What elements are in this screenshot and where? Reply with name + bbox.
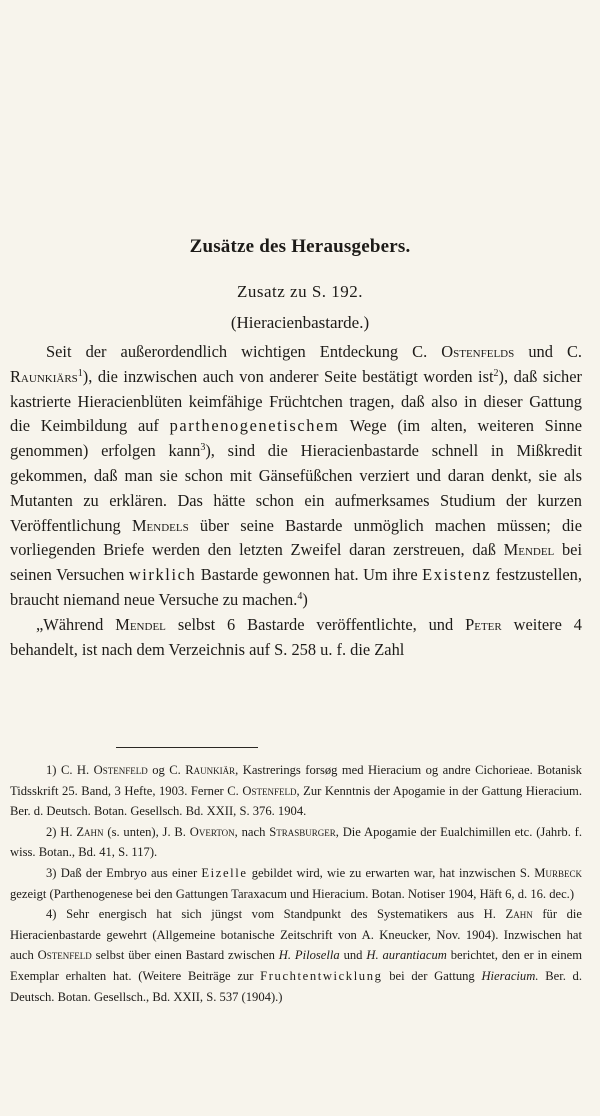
spaced-emphasis: Eizelle [201, 865, 248, 880]
author-name: Ostenfelds [441, 342, 515, 361]
paragraph-2 [10, 613, 582, 663]
text-run: og C. [152, 763, 181, 777]
text-run: ) [302, 589, 308, 609]
text-run: berichtet, den er in einem Exemplar erhalten hat. (Weitere Beiträge zur [10, 948, 582, 983]
footnote-ref: 3 [200, 442, 206, 454]
section-heading: Zusätze des Herausgebers. [189, 236, 411, 257]
text-run: weitere 4 behandelt, ist nach dem Verzeichnis auf S. 258 u. f. die Zahl [10, 614, 582, 659]
text-run: (s. unten), J. B. [107, 824, 186, 839]
author-name: Ostenfeld [93, 763, 148, 777]
spaced-emphasis: parthenogenetischem [169, 416, 340, 436]
genus-name: Hieracium. [481, 968, 539, 983]
footnote-4 [10, 904, 582, 1007]
author-name: Peter [465, 614, 502, 634]
text-run: , nach [234, 824, 266, 839]
text-run: bei seinen Versuchen [10, 540, 582, 585]
footnote-3 [10, 863, 582, 904]
text-run: und [343, 948, 363, 963]
text-run: ), sind die Hieracienbastarde schnell in Mißkredit gekommen, daß man sie schon mit Gänsefüßchen verziert und daran denkt, sie als Mutanten zu erklären. Das hätte schon ein aufmerksames Studium der kurzen Veröffentlichung [10, 441, 583, 535]
text-run: selbst über einen Bastard zwischen [95, 948, 275, 963]
author-name: Ostenfeld [242, 783, 297, 798]
text-run: Bastarde gewonnen hat. Um ihre [200, 565, 418, 585]
text-run: , Die Apogamie der Eualchimillen etc. (Jahrb. f. wiss. Botan., Bd. 41, S. 117). [10, 824, 582, 860]
text-run: bei der Gattung [389, 968, 475, 983]
spaced-emphasis: wirklich [128, 565, 197, 585]
author-name: Mendel [503, 540, 555, 560]
text-run: festzustellen, braucht niemand neue Versuche zu machen. [10, 565, 582, 609]
author-name: Overton [189, 824, 235, 839]
text-run: gebildet wird, wie zu erwarten war, hat inzwischen S. [251, 865, 531, 880]
footnote-1 [10, 760, 582, 822]
text-run: „Während [36, 614, 104, 634]
text-run: 3) Daß der Embryo aus einer [46, 865, 198, 880]
footnote-ref: 2 [493, 367, 499, 379]
text-run: für die Hieracienbastarde gewehrt (Allgemeine botanische Zeitschrift von A. Kneucker, Nov. 1904). Inzwischen hat auch [10, 907, 582, 963]
text-run: 1) C. H. [46, 763, 90, 777]
text-run: , Zur Kenntnis der Apogamie in der Gattung Hieracium. Ber. d. Deutsch. Botan. Gesellsch. Bd. XXII, S. 376. 1904. [10, 783, 582, 819]
author-name: Zahn [505, 907, 533, 922]
footnote-ref: 4 [297, 590, 303, 602]
text-run: selbst 6 Bastarde veröffentlichte, und [177, 614, 454, 634]
footnote-divider [116, 747, 258, 748]
author-name: Murbeck [534, 865, 582, 880]
text-run: ), daß sicher kastrierte Hieracienblüten keimfähige Früchtchen tragen, daß also in dieser Gattung die Keimbildung auf [10, 366, 582, 436]
text-run: , Kastrerings forsøg med Hieracium og andre Cichorieae. Botanisk Tidsskrift 25. Band, 3 Hefte, 1903. Ferner C. [10, 763, 582, 798]
text-run: 4) Sehr energisch hat sich jüngst vom Standpunkt des Systematikers aus H. [46, 907, 496, 922]
footnote-2 [10, 822, 582, 863]
author-name: Raunkiärs [10, 366, 78, 386]
author-name: Mendels [131, 515, 189, 535]
text-run: Seit der außerordendlich wichtigen Entdeckung C. [46, 342, 428, 361]
footnotes [10, 760, 582, 1007]
paragraph-1 [10, 340, 582, 613]
species-name: H. aurantiacum [366, 948, 447, 963]
text-run: Ber. d. Deutsch. Botan. Gesellsch., Bd. XXII, S. 537 (1904).) [10, 968, 583, 1004]
text-run: 2) H. [46, 824, 73, 839]
spaced-emphasis: Existenz [422, 565, 492, 585]
author-name: Zahn [76, 824, 104, 839]
subheading: Zusatz zu S. 192. [236, 282, 364, 301]
spaced-emphasis: Fruchtentwicklung [260, 968, 383, 983]
species-name: H. Pilosella [278, 948, 340, 963]
author-name: Mendel [115, 614, 166, 634]
author-name: Strasburger [269, 824, 336, 839]
subheading-topic: (Hieracienbastarde.) [230, 313, 370, 332]
author-name: Raunkiär [185, 763, 236, 777]
text-run: über seine Bastarde unmöglich machen müssen; die vorliegenden Briefe werden den letzten Zweifel daran zerstreuen, daß [10, 515, 582, 560]
author-name: Ostenfeld [37, 948, 92, 963]
text-run: gezeigt (Parthenogenese bei den Gattungen Taraxacum und Hieracium. Botan. Notiser 1904, Häft 6, d. 16. dec.) [10, 886, 575, 901]
text-run: ), die inzwischen auch von anderer Seite bestätigt worden ist [82, 366, 494, 386]
text-run: Wege (im alten, weiteren Sinne genommen) erfolgen kann [10, 416, 583, 461]
body-text [10, 340, 582, 662]
footnote-ref: 1 [77, 367, 83, 379]
text-run: und C. [528, 342, 583, 361]
